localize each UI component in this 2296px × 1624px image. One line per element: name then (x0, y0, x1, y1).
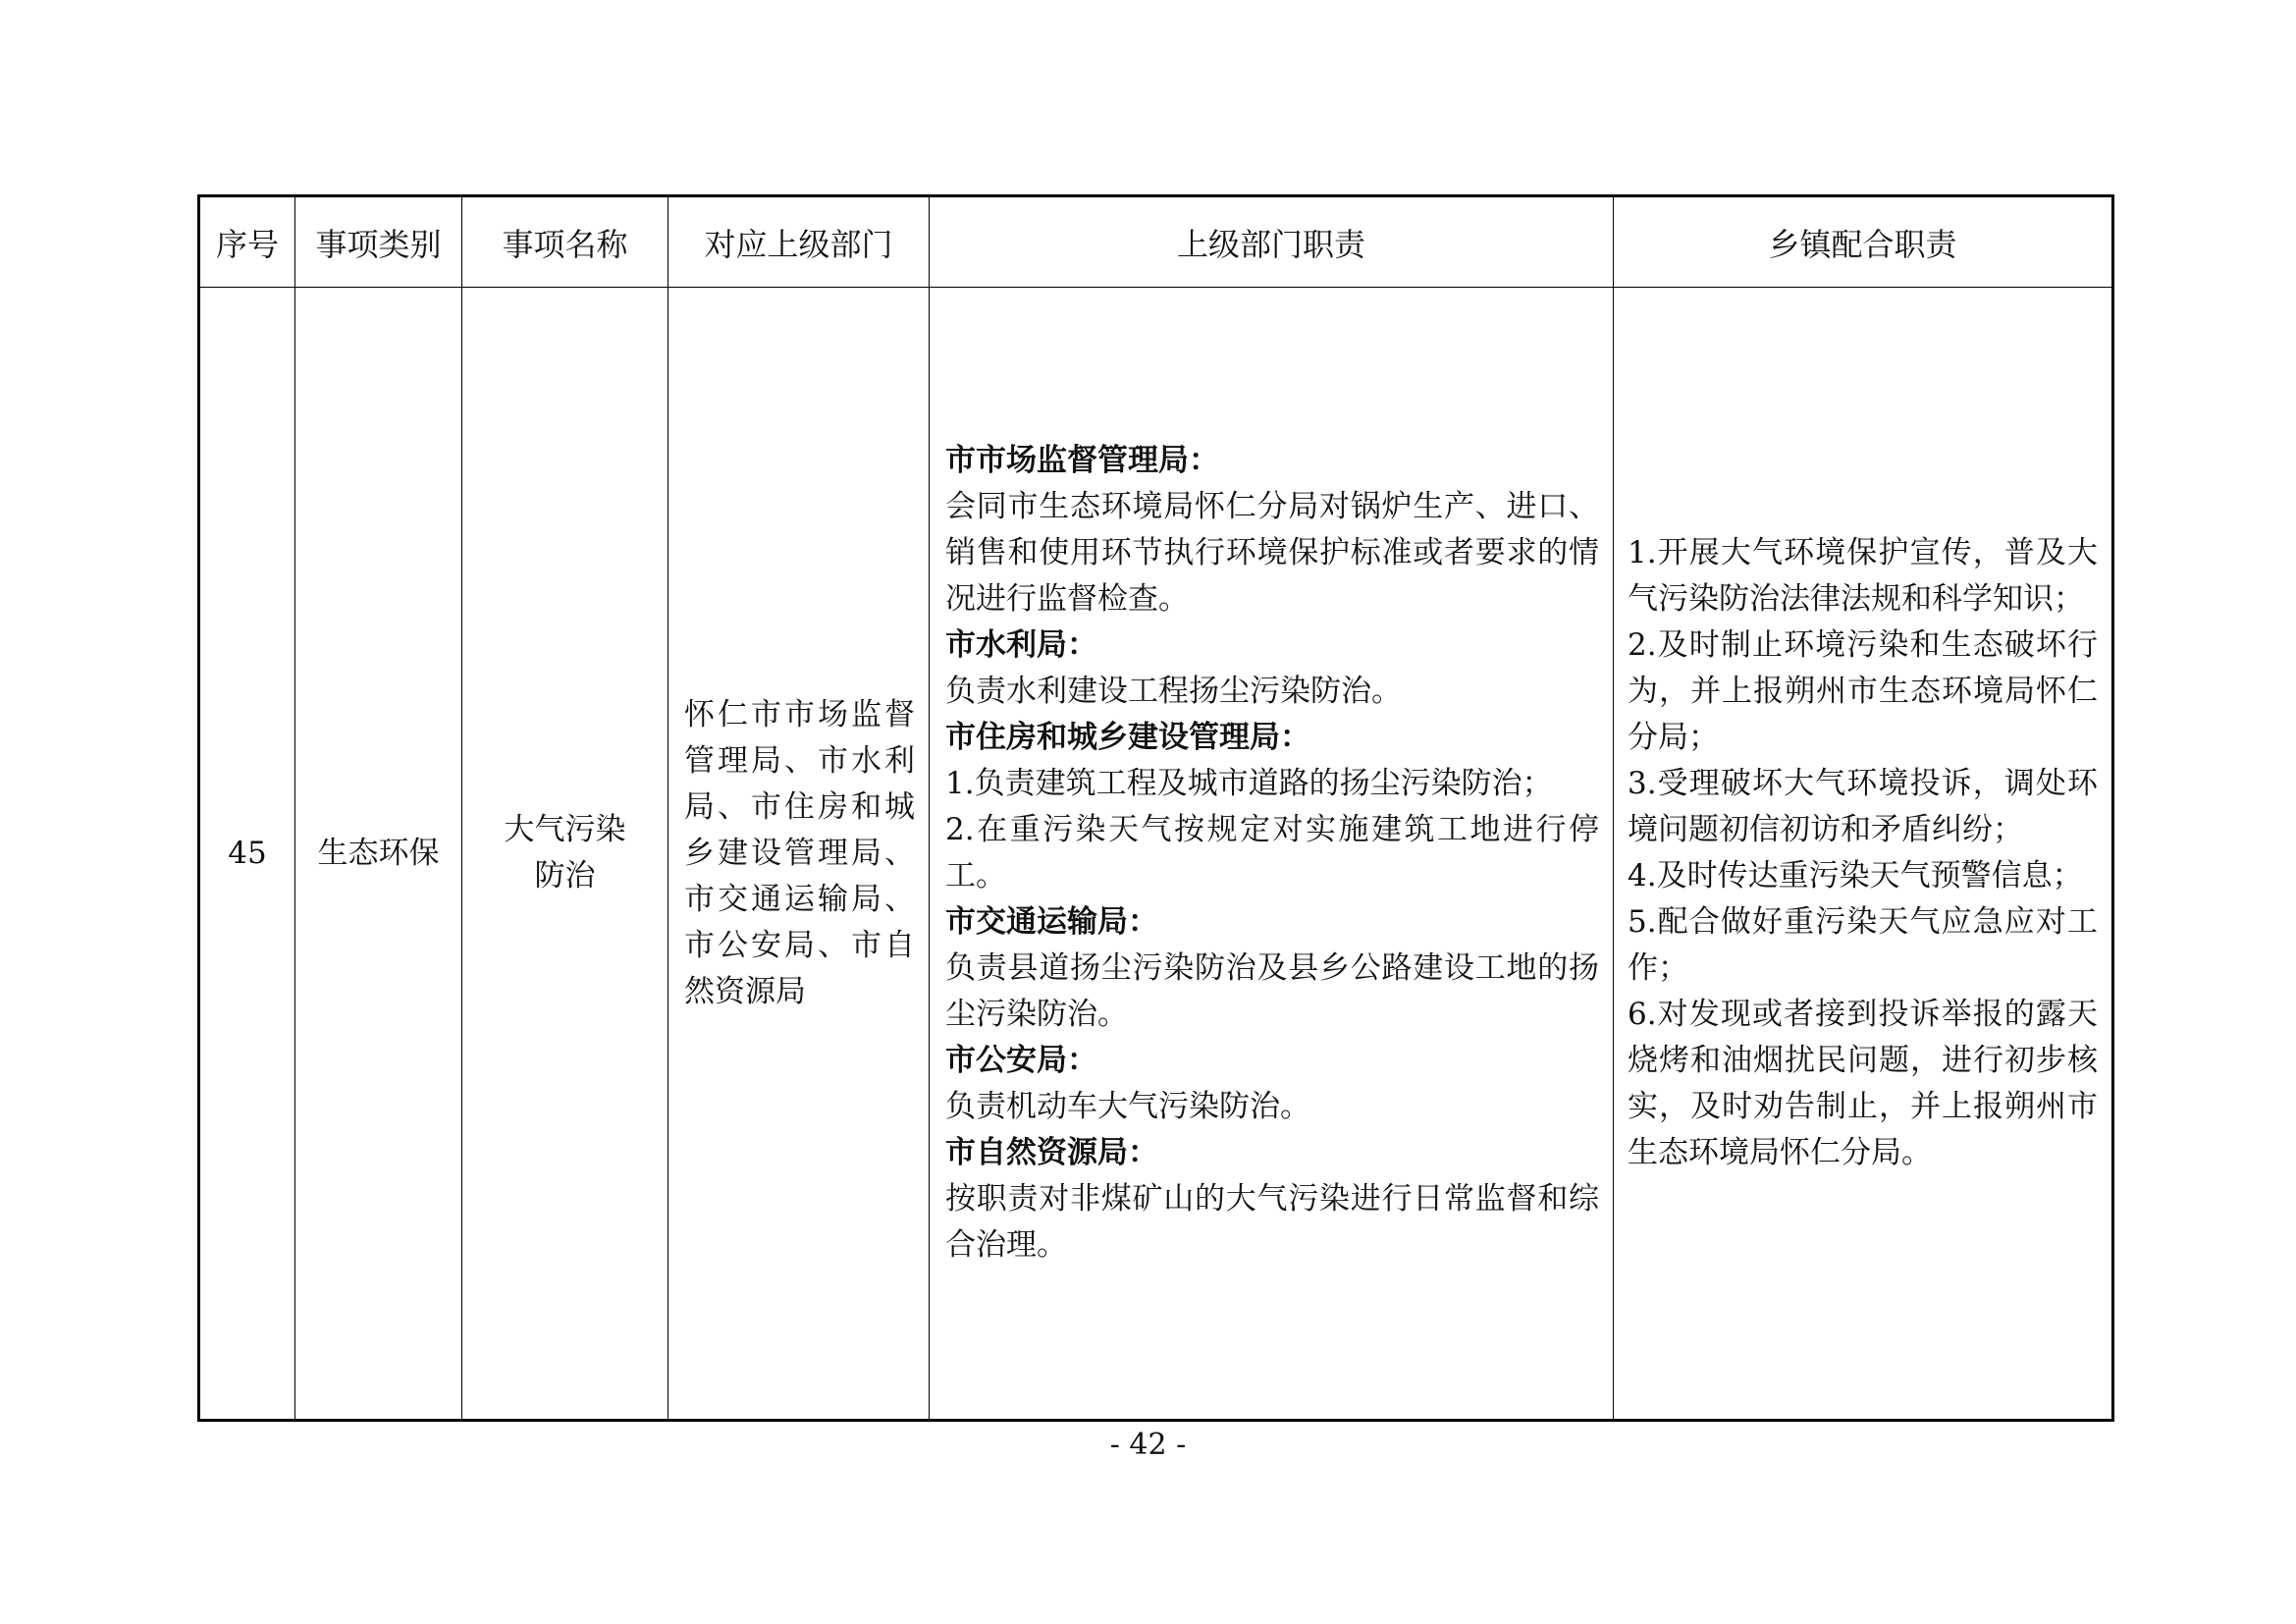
page-number: - 42 - (1109, 1428, 1187, 1462)
duty-dept-name: 市自然资源局： (945, 1135, 1158, 1170)
town-duty-line: 1.开展大气环境保护宣传，普及大气污染防治法律法规和科学知识； (1628, 535, 2098, 617)
duty-line: 负责县道扬尘污染防治及县乡公路建设工地的扬尘污染防治。 (945, 950, 1599, 1032)
header-superior-duties: 上级部门职责 (930, 196, 1614, 288)
duty-block (945, 715, 1599, 899)
duty-dept-name: 市公安局： (945, 1043, 1097, 1078)
duty-line: 会同市生态环境局怀仁分局对锅炉生产、进口、销售和使用环节执行环境保护标准或者要求的情况进行监督检查。 (945, 489, 1599, 617)
duty-dept-name: 市住房和城乡建设管理局： (945, 720, 1310, 755)
header-item-name: 事项名称 (462, 196, 668, 288)
duty-block (945, 899, 1599, 1038)
duty-dept-name: 市交通运输局： (945, 904, 1158, 940)
duty-block (945, 1038, 1599, 1130)
town-duty-line: 3.受理破坏大气环境投诉，调处环境问题初信初访和矛盾纠纷； (1628, 766, 2098, 847)
duty-line: 按职责对非煤矿山的大气污染进行日常监督和综合治理。 (945, 1181, 1599, 1263)
duty-block (945, 438, 1599, 623)
duty-dept-name: 市水利局： (945, 627, 1097, 663)
duty-line: 负责机动车大气污染防治。 (945, 1089, 1310, 1124)
header-superior-department: 对应上级部门 (668, 196, 930, 288)
duty-block (945, 623, 1599, 715)
duty-dept-name: 市市场监督管理局： (945, 443, 1219, 478)
row-item-name: 大气污染防治 (462, 288, 668, 1421)
row-superior-duties (930, 288, 1614, 1421)
header-town-duties: 乡镇配合职责 (1614, 196, 2113, 288)
town-duty-line: 2.及时制止环境污染和生态破坏行为，并上报朔州市生态环境局怀仁分局； (1628, 627, 2098, 755)
duty-table (197, 194, 2114, 1422)
row-number: 45 (199, 288, 295, 1421)
town-duty-line: 6.对发现或者接到投诉举报的露天烧烤和油烟扰民问题，进行初步核实，及时劝告制止，并上报朔州市生态环境局怀仁分局。 (1628, 997, 2098, 1170)
duty-line: 2.在重污染天气按规定对实施建筑工地进行停工。 (945, 812, 1599, 893)
row-departments: 怀仁市市场监督管理局、市水利局、市住房和城乡建设管理局、市交通运输局、市公安局、市自然资源局 (668, 288, 930, 1421)
town-duty-line: 5.配合做好重污染天气应急应对工作； (1628, 904, 2098, 986)
row-category: 生态环保 (295, 288, 462, 1421)
row-town-duties (1614, 288, 2113, 1421)
duty-line: 1.负责建筑工程及城市道路的扬尘污染防治； (945, 766, 1553, 801)
duty-block (945, 1130, 1599, 1269)
table-row (199, 288, 2113, 1421)
duty-line: 负责水利建设工程扬尘污染防治。 (945, 674, 1402, 709)
town-duty-line: 4.及时传达重污染天气预警信息； (1628, 858, 2083, 893)
table-header-row (199, 196, 2113, 288)
header-category: 事项类别 (295, 196, 462, 288)
header-number: 序号 (199, 196, 295, 288)
